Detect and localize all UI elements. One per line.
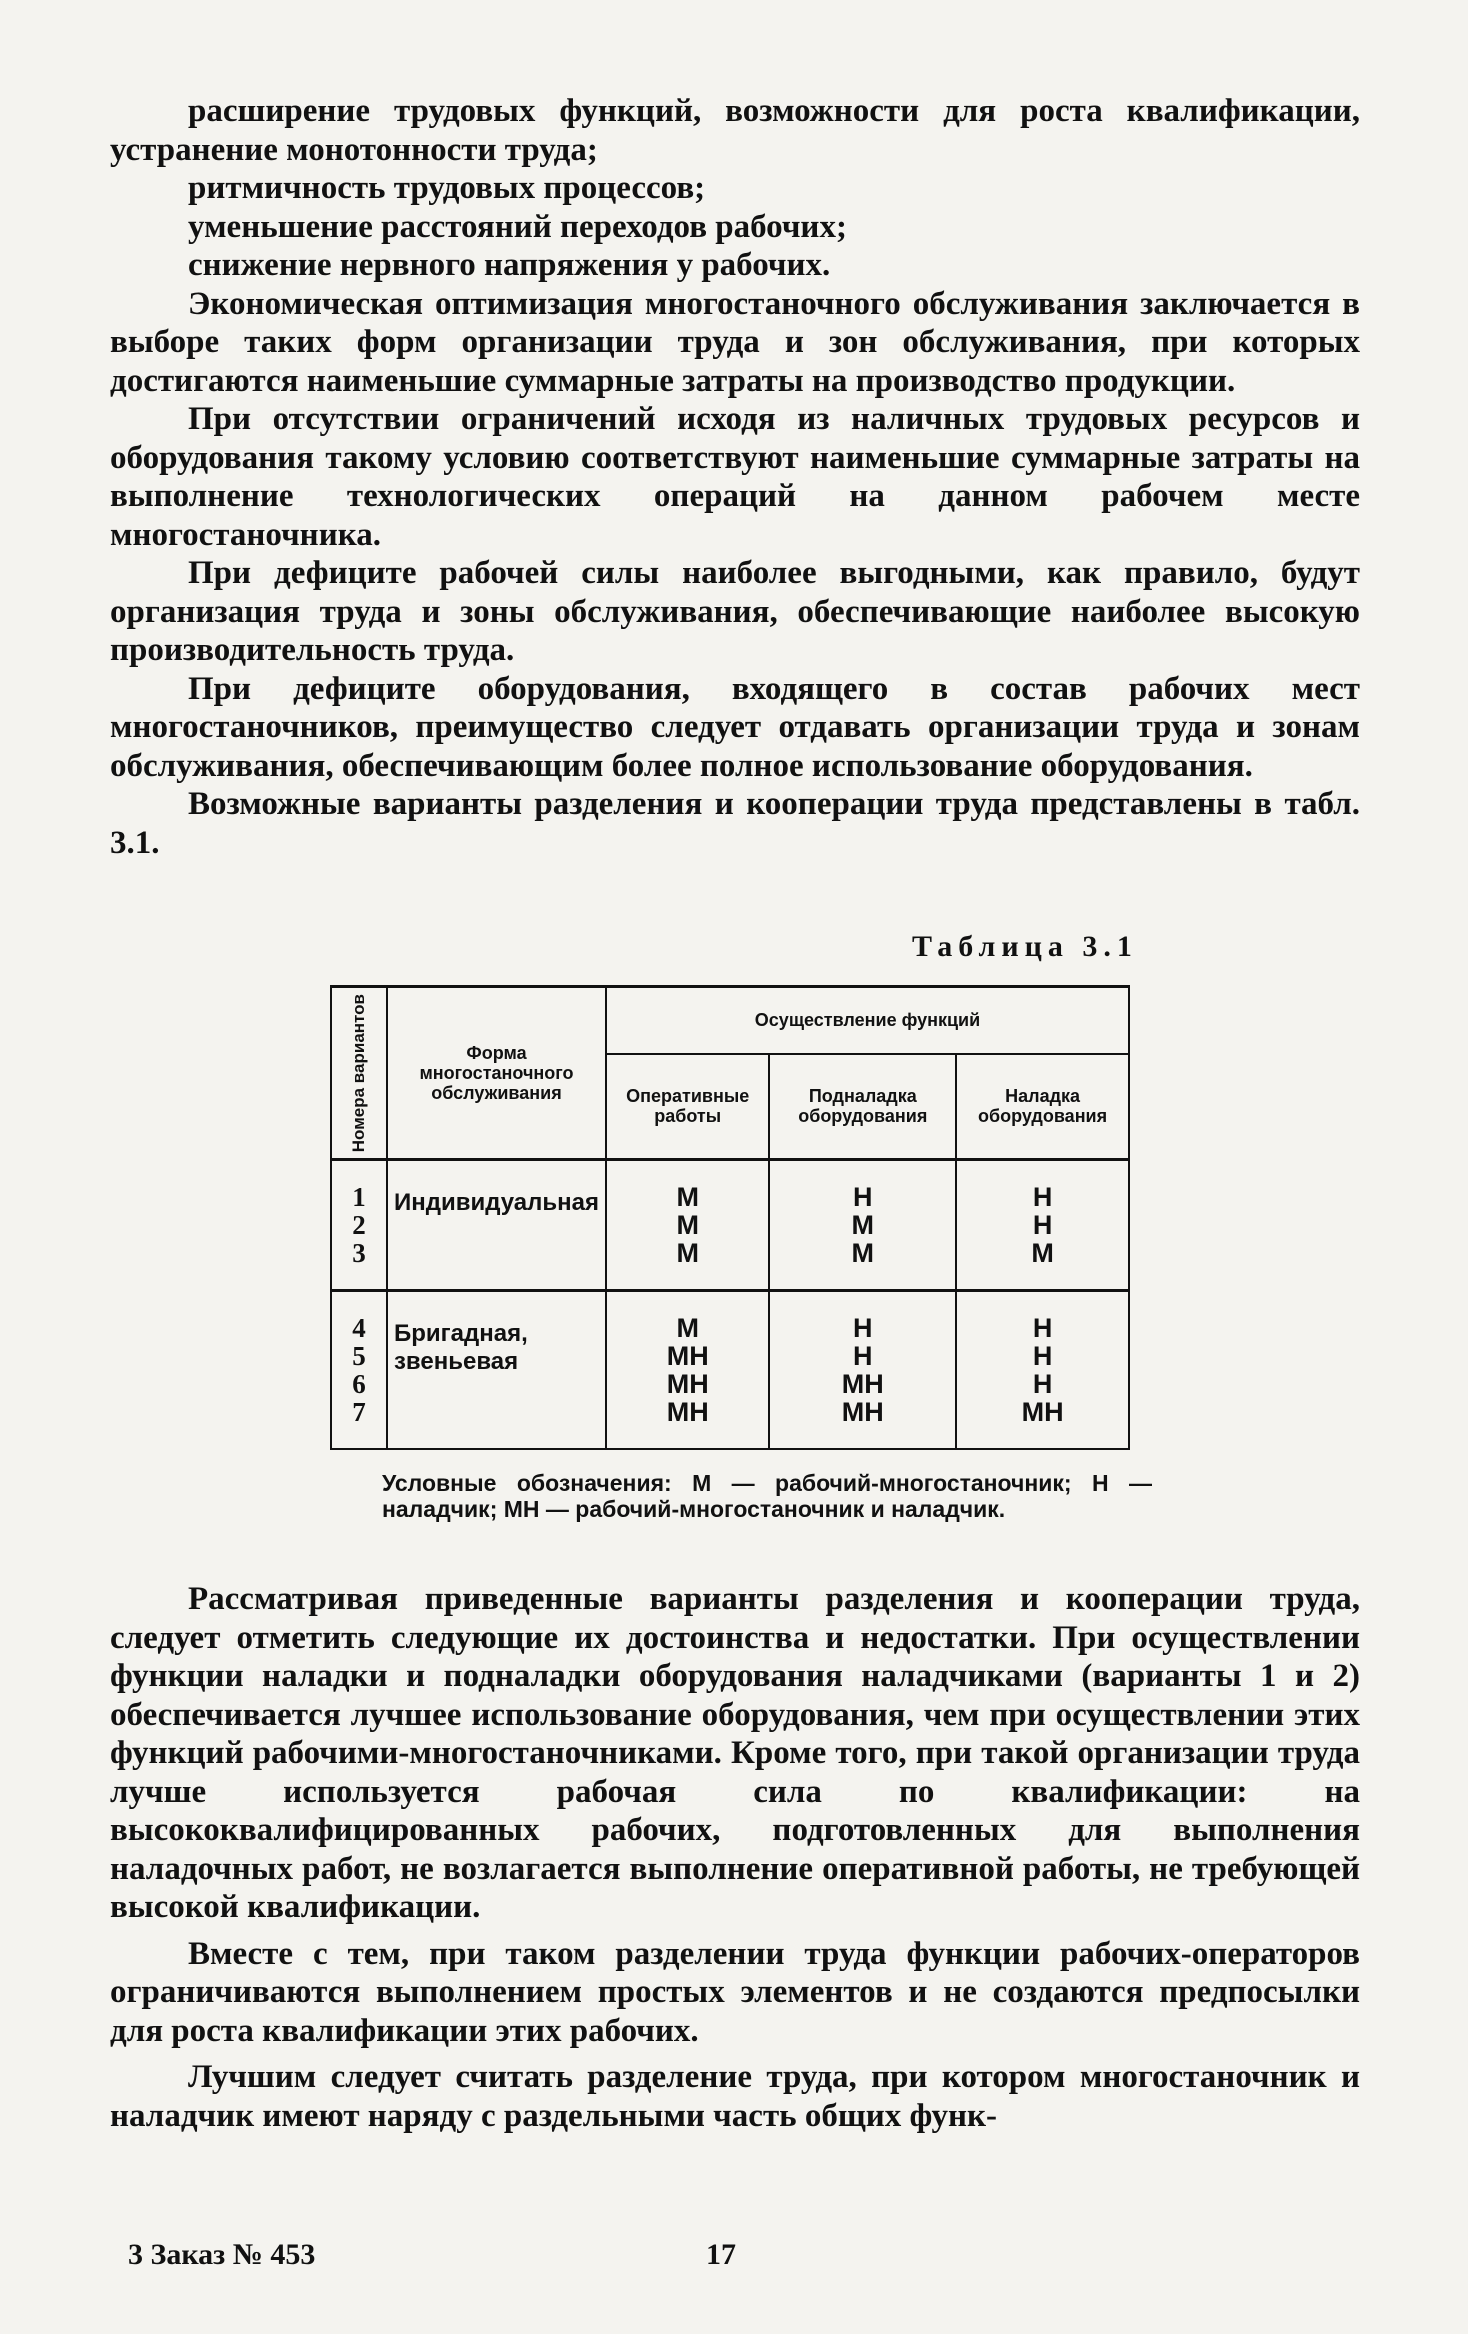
header-functions: Осуществление функций xyxy=(606,987,1129,1054)
variants-table xyxy=(330,985,1130,1450)
paragraph: Возможные варианты разделения и кооперации труда представлены в табл. 3.1. xyxy=(110,786,1360,861)
subadjust-codes: Н Н МН МН xyxy=(769,1291,956,1450)
paragraph: расширение трудовых функций, возможности для роста квалификации, устранение монотонности труда; xyxy=(110,93,1360,168)
table-caption: Таблица 3.1 xyxy=(912,930,1138,963)
paragraph: Лучшим следует считать разделение труда, при котором многостаночник и наладчик имеют наряду с раздельными часть общих функ- xyxy=(110,2059,1360,2134)
table-legend: Условные обозначения: М — рабочий-многостаночник; Н — наладчик; МН — рабочий-многостаночник и наладчик. xyxy=(382,1470,1152,1522)
table-row xyxy=(331,1160,1129,1291)
variant-numbers: 4 5 6 7 xyxy=(331,1291,387,1450)
footer-signature: 3 Заказ № 453 xyxy=(128,2238,316,2271)
table-row xyxy=(331,1291,1129,1450)
adjust-codes: Н Н М xyxy=(956,1160,1129,1291)
text-block-bottom xyxy=(110,1580,1360,2135)
paragraph: Рассматривая приведенные варианты разделения и кооперации труда, следует отметить следующие их достоинства и недостатки. При осуществлении функции наладки и подналадки оборудования наладчиками (варианты 1 и 2) обеспечивается лучшее использование оборудования, чем при осуществлении этих функций рабочими-многостаночниками. Кроме того, при такой организации труда лучше используется рабочая сила по квалификации: на высококвалифицированных рабочих, подготовленных для выполнения наладочных работ, не возлагается выполнение оперативной работы, не требующей высокой квалификации. xyxy=(110,1581,1360,1925)
header-subadjustment: Подналадка оборудования xyxy=(769,1054,956,1160)
table-container xyxy=(330,985,1130,1450)
header-adjustment: Наладка оборудования xyxy=(956,1054,1129,1160)
service-form: Индивидуальная xyxy=(387,1160,606,1291)
operative-codes: М М М xyxy=(606,1160,769,1291)
paragraph: ритмичность трудовых процессов; xyxy=(188,170,706,206)
operative-codes: М МН МН МН xyxy=(606,1291,769,1450)
header-operative-work: Оперативные работы xyxy=(606,1054,769,1160)
variant-numbers: 1 2 3 xyxy=(331,1160,387,1291)
paragraph: Вместе с тем, при таком разделении труда функции рабочих-операторов ограничиваются выполнением простых элементов и не создаются предпосылки для роста квалификации этих рабочих. xyxy=(110,1935,1360,2049)
paragraph: При дефиците рабочей силы наиболее выгодными, как правило, будут организация труда и зоны обслуживания, обеспечивающие наиболее высокую производительность труда. xyxy=(110,555,1360,668)
paragraph: При дефиците оборудования, входящего в состав рабочих мест многостаночников, преимущество следует отдавать организации труда и зонам обслуживания, обеспечивающим более полное использование оборудования. xyxy=(110,670,1360,784)
page-number: 17 xyxy=(706,2238,736,2271)
paragraph: При отсутствии ограничений исходя из наличных трудовых ресурсов и оборудования такому условию соответствуют наименьшие суммарные затраты на выполнение технологических операций на данном рабочем месте многостаночника. xyxy=(110,401,1360,553)
paragraph: уменьшение расстояний переходов рабочих; xyxy=(188,208,847,245)
header-service-form: Форма многостаночного обслуживания xyxy=(387,987,606,1160)
header-variant-number: Номера вариантов xyxy=(331,987,387,1160)
adjust-codes: Н Н Н МН xyxy=(956,1291,1129,1450)
service-form: Бригадная, звеньевая xyxy=(387,1291,606,1450)
subadjust-codes: Н М М xyxy=(769,1160,956,1291)
paragraph: Экономическая оптимизация многостаночного обслуживания заключается в выборе таких форм организации труда и зон обслуживания, при которых достигаются наименьшие суммарные затраты на производство продукции. xyxy=(110,285,1360,399)
paragraph: снижение нервного напряжения у рабочих. xyxy=(188,247,831,283)
text-block-top xyxy=(110,92,1360,862)
